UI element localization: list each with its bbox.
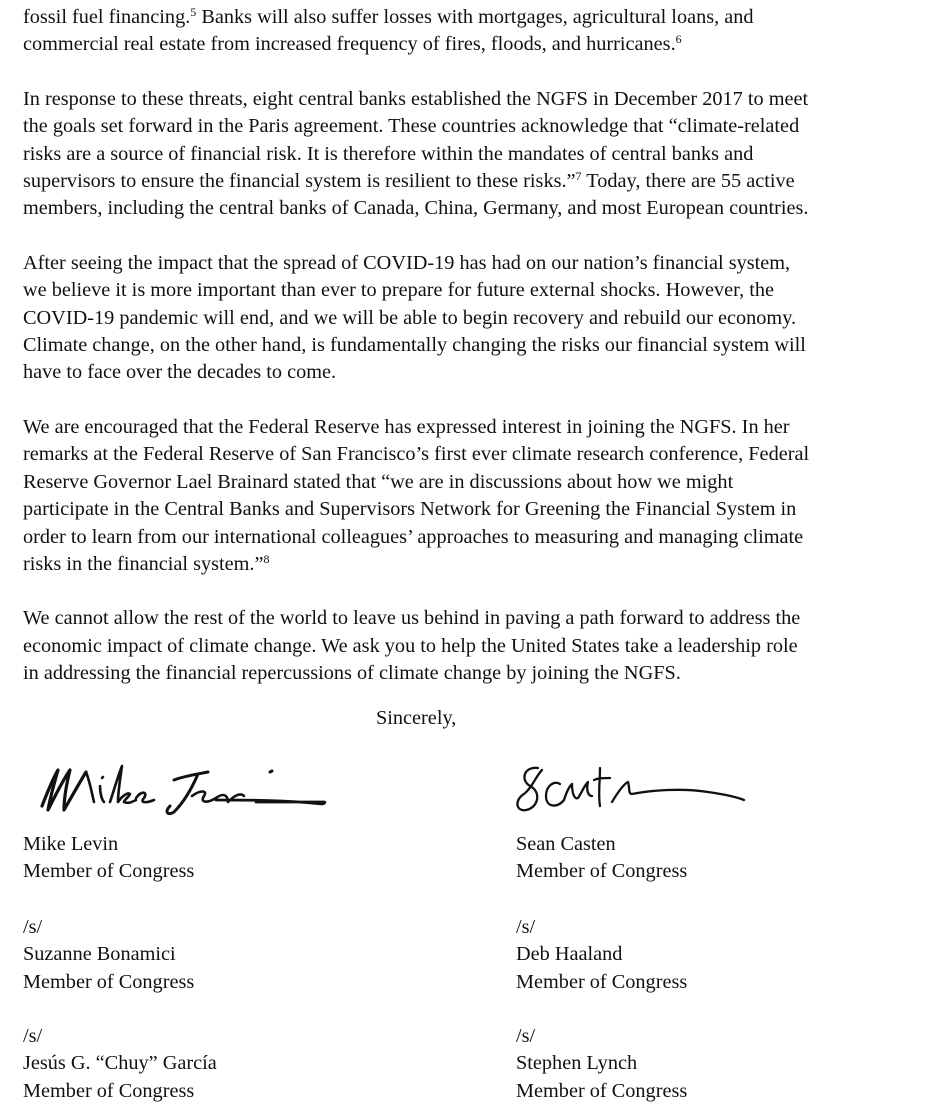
text-run: COVID-19 pandemic will end, and we will be able to begin recovery and rebuild our economy. — [23, 306, 797, 329]
text-line — [23, 305, 935, 332]
text-run: risks in the financial system.” — [23, 552, 264, 575]
text-line — [23, 496, 935, 523]
footnote-ref: 8 — [263, 551, 270, 566]
signer-block — [516, 831, 687, 886]
text-line — [23, 660, 935, 687]
text-line — [23, 524, 935, 551]
text-line — [23, 31, 935, 58]
footnote-ref: 7 — [575, 169, 582, 184]
text-run: remarks at the Federal Reserve of San Francisco’s first ever climate research conference, Federal — [23, 443, 810, 466]
text-run: fossil fuel financing. — [23, 6, 191, 28]
signer-name: Jesús G. “Chuy” García — [23, 1052, 217, 1075]
signer-block — [23, 914, 194, 996]
signer-title: Member of Congress — [23, 1079, 195, 1102]
text-run: order to learn from our international colleagues’ approaches to measuring and managing climate — [23, 525, 804, 548]
text-run: After seeing the impact that the spread of COVID-19 has had on our nation’s financial system, — [23, 251, 791, 274]
text-line — [23, 359, 935, 386]
text-line — [23, 551, 935, 578]
signature-sean-casten — [512, 762, 752, 822]
text-line — [23, 250, 935, 277]
signer-block — [516, 914, 687, 996]
signer-name: Mike Levin — [23, 833, 119, 855]
text-line — [23, 141, 935, 168]
text-run: Reserve Governor Lael Brainard stated that “we are in discussions about how we might — [23, 470, 734, 493]
signer-name: Sean Casten — [516, 833, 616, 855]
text-line — [23, 469, 935, 496]
text-run: in addressing the financial repercussions of climate change by joining the NGFS. — [23, 662, 681, 685]
text-line — [23, 605, 935, 632]
signer-sig-mark: /s/ — [516, 916, 536, 938]
signer-block — [516, 1023, 687, 1105]
text-run: we believe it is more important than ever to prepare for future external shocks. However, the — [23, 279, 775, 302]
text-run: We are encouraged that the Federal Reserve has expressed interest in joining the NGFS. In her — [23, 415, 790, 438]
text-run: the goals set forward in the Paris agreement. These countries acknowledge that “climate-related — [23, 115, 800, 138]
footnote-ref: 5 — [190, 5, 197, 19]
text-run: In response to these threats, eight central banks established the NGFS in December 2017 to meet — [23, 87, 809, 110]
signature-mike-levin — [32, 758, 332, 828]
text-run: commercial real estate from increased frequency of fires, floods, and hurricanes. — [23, 33, 676, 56]
signer-block — [23, 1023, 217, 1105]
text-run: economic impact of climate change. We ask you to help the United States take a leadership role — [23, 634, 798, 657]
signer-sig-mark: /s/ — [23, 1025, 43, 1047]
paragraph-3 — [23, 250, 935, 387]
paragraph-4 — [23, 414, 935, 578]
signer-title: Member of Congress — [23, 970, 195, 993]
text-run: participate in the Central Banks and Supervisors Network for Greening the Financial System in — [23, 498, 797, 521]
letter-body — [23, 4, 935, 715]
text-line — [23, 633, 935, 660]
text-run: risks are a source of financial risk. It is therefore within the mandates of central banks and — [23, 142, 754, 165]
text-line — [23, 113, 935, 140]
signer-name: Deb Haaland — [516, 943, 623, 966]
footnote-ref: 6 — [675, 32, 682, 47]
text-line — [23, 168, 935, 195]
signer-title: Member of Congress — [516, 860, 688, 883]
text-run: Climate change, on the other hand, is fundamentally changing the risks our financial system will — [23, 334, 806, 357]
signer-sig-mark: /s/ — [516, 1025, 536, 1047]
signer-sig-mark: /s/ — [23, 916, 43, 938]
text-line — [23, 195, 935, 222]
paragraph-2 — [23, 86, 935, 223]
text-run: members, including the central banks of Canada, China, Germany, and most European countries. — [23, 197, 809, 220]
text-line — [23, 86, 935, 113]
text-run: Banks will also suffer losses with mortgages, agricultural loans, and — [196, 6, 754, 28]
text-run: have to face over the decades to come. — [23, 361, 337, 384]
signer-title: Member of Congress — [516, 970, 688, 993]
text-line — [23, 414, 935, 441]
signer-block — [23, 831, 194, 886]
signer-name: Suzanne Bonamici — [23, 943, 176, 966]
text-line — [23, 4, 935, 31]
text-run: We cannot allow the rest of the world to leave us behind in paving a path forward to address the — [23, 607, 801, 630]
text-run: supervisors to ensure the financial system is resilient to these risks.” — [23, 170, 576, 193]
text-run: Today, there are 55 active — [581, 170, 795, 193]
text-line — [23, 277, 935, 304]
paragraph-5 — [23, 605, 935, 687]
text-line — [23, 332, 935, 359]
signer-title: Member of Congress — [23, 860, 195, 883]
closing-salutation: Sincerely, — [376, 707, 457, 729]
signer-title: Member of Congress — [516, 1079, 688, 1102]
signer-name: Stephen Lynch — [516, 1052, 638, 1075]
paragraph-1 — [23, 4, 935, 59]
text-line — [23, 441, 935, 468]
